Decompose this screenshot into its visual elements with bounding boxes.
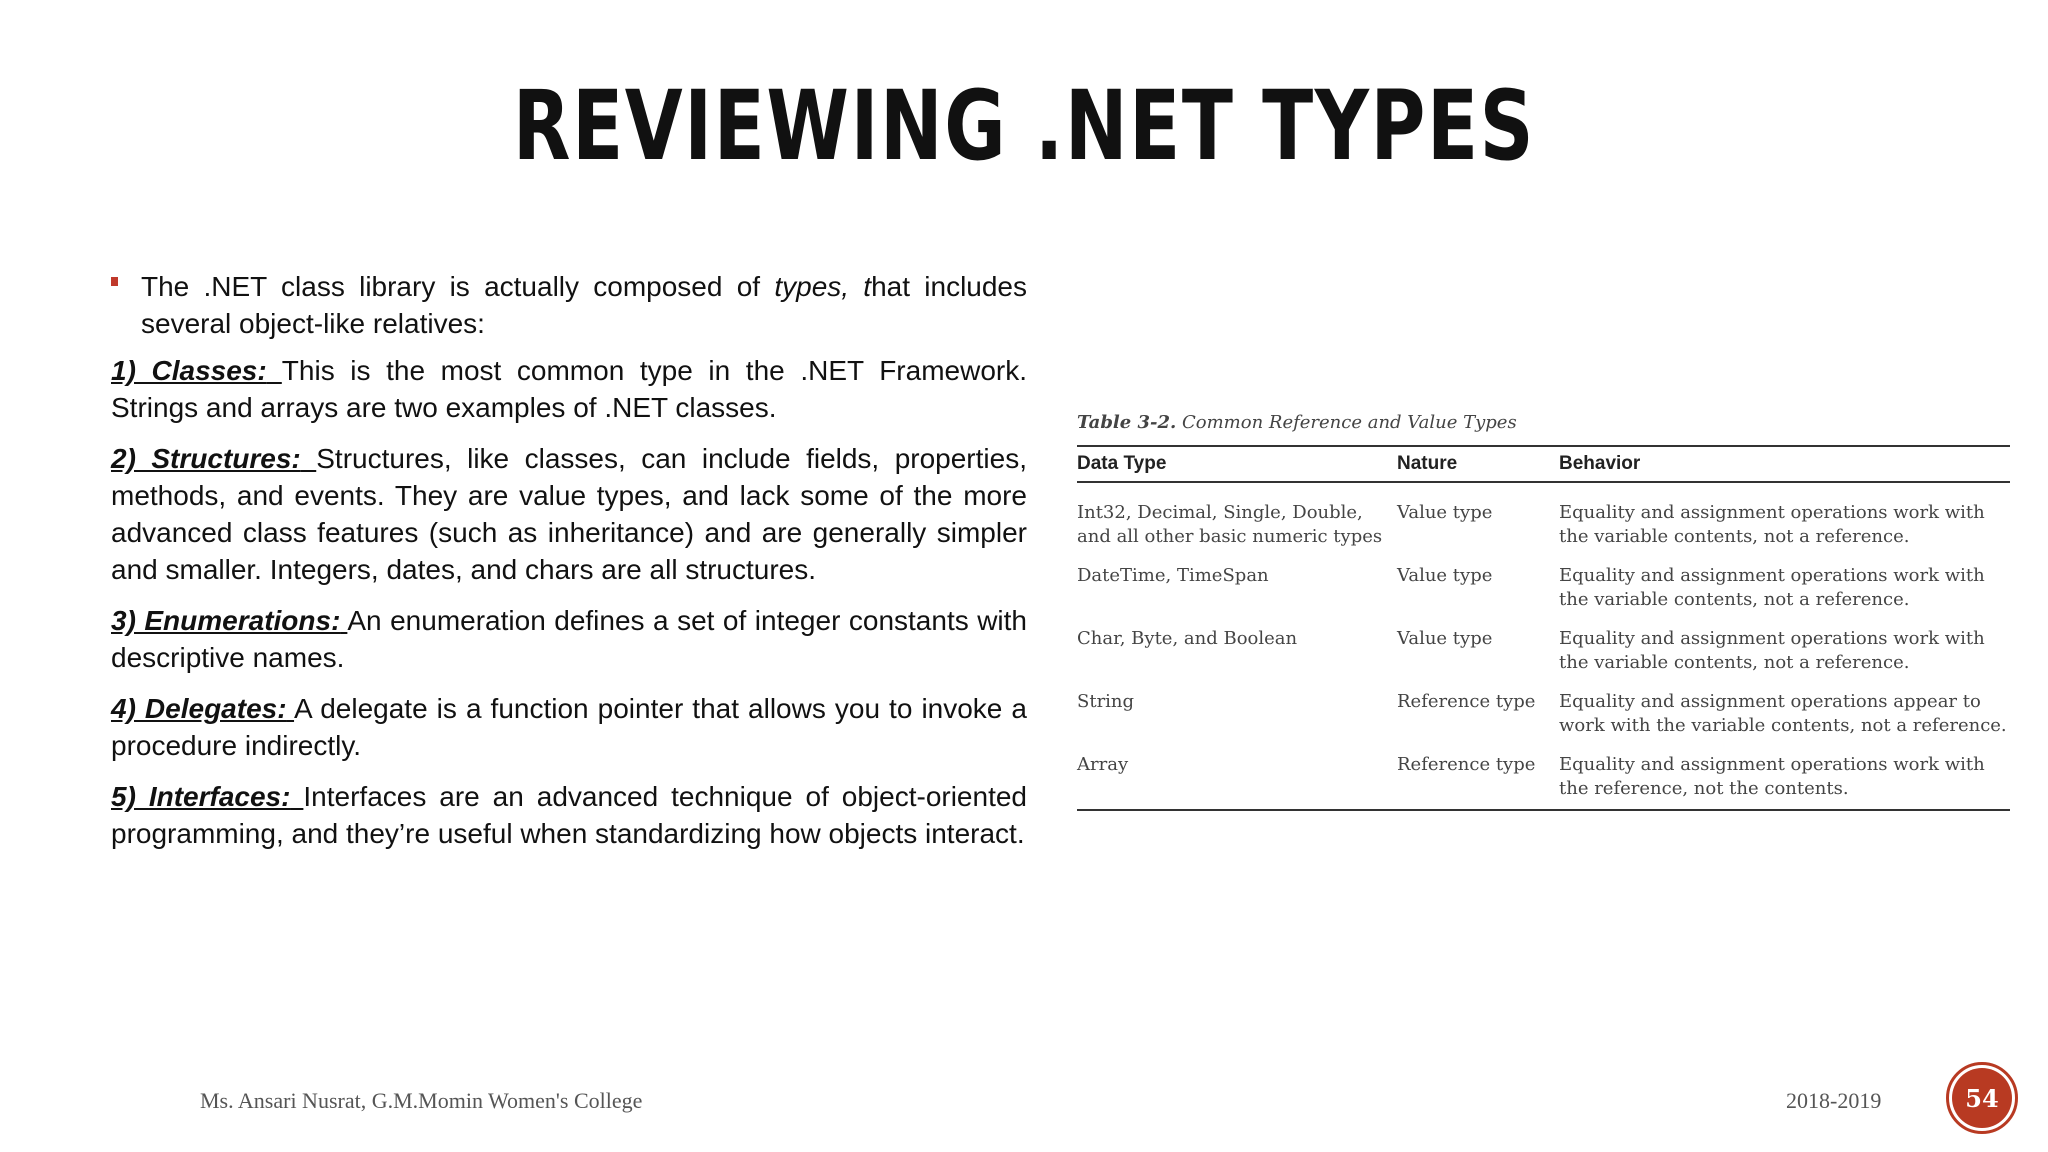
table-caption-number: Table 3-2. — [1077, 412, 1177, 433]
page-number-badge — [1946, 1062, 2018, 1134]
item-term: 5) Interfaces: — [111, 781, 291, 812]
cell-data-type: Array — [1077, 740, 1397, 810]
intro-paragraph — [111, 268, 1027, 342]
type-item-interfaces — [111, 778, 1027, 852]
type-item-delegates — [111, 690, 1027, 764]
item-text: This is the most common type in the .NET Framework. Strings and arrays are two examples of .NET classes. — [111, 355, 1027, 423]
cell-behavior: Equality and assignment operations work with the variable contents, not a reference. — [1559, 628, 1985, 673]
page-title: REVIEWING .NET TYPES — [512, 70, 1536, 182]
cell-data-type: Char, Byte, and Boolean — [1077, 628, 1298, 649]
cell-behavior: Equality and assignment operations work with the variable contents, not a reference. — [1559, 502, 1985, 547]
item-trail — [267, 355, 282, 386]
header-nature: Nature — [1397, 446, 1559, 482]
types-table — [1077, 445, 2010, 811]
type-item-enumerations — [111, 602, 1027, 676]
intro-text-before: The .NET class library is actually composed of — [141, 271, 775, 302]
table-row — [1077, 482, 2010, 551]
cell-nature: Value type — [1397, 502, 1493, 523]
table-header-row — [1077, 446, 2010, 482]
cell-data-type: DateTime, TimeSpan — [1077, 565, 1269, 586]
footer-author: Ms. Ansari Nusrat, G.M.Momin Women's College — [200, 1088, 643, 1113]
types-table-figure — [1077, 412, 2010, 811]
cell-nature: Value type — [1397, 628, 1493, 649]
cell-nature: Value type — [1397, 565, 1493, 586]
item-term: 4) Delegates: — [111, 693, 287, 724]
cell-data-type: String — [1077, 691, 1135, 712]
cell-nature: Reference type — [1397, 740, 1559, 810]
slide-content — [111, 268, 1027, 866]
table-row — [1077, 740, 2010, 810]
item-text: Structures, like classes, can include fields, properties, methods, and events. They are value types, and lack some of the more advanced class features (such as inheritance) and are generally simpler and smaller. Integers, dates, and chars are all structures. — [111, 443, 1027, 585]
bullet-icon — [111, 277, 118, 286]
item-text: An enumeration defines a set of integer constants with descriptive names. — [111, 605, 1028, 673]
footer-year: 2018-2019 — [1786, 1088, 1882, 1113]
type-item-structures — [111, 440, 1027, 588]
cell-behavior: Equality and assignment operations appear to work with the variable contents, not a reference. — [1559, 691, 2007, 736]
table-row — [1077, 614, 2010, 677]
page-number: 54 — [1952, 1068, 2012, 1128]
item-term: 3) Enumerations: — [111, 605, 341, 636]
header-data-type: Data Type — [1077, 446, 1397, 482]
header-behavior: Behavior — [1559, 446, 2010, 482]
intro-text-after: hat includes several object-like relatives: — [141, 271, 1028, 339]
intro-emphasis: types, t — [774, 271, 872, 302]
table-row — [1077, 551, 2010, 614]
table-row — [1077, 677, 2010, 740]
item-term: 2) Structures: — [111, 443, 301, 474]
item-trail — [287, 693, 295, 724]
item-term: 1) Classes: — [111, 355, 267, 386]
cell-behavior: Equality and assignment operations work with the reference, not the contents. — [1559, 740, 2010, 810]
item-text: Interfaces are an advanced technique of object-oriented programming, and they’re useful when standardizing how objects interact. — [111, 781, 1028, 849]
cell-behavior: Equality and assignment operations work with the variable contents, not a reference. — [1559, 565, 1985, 610]
table-caption — [1077, 412, 2010, 433]
type-item-classes — [111, 352, 1027, 426]
table-caption-text: Common Reference and Value Types — [1182, 412, 1517, 433]
cell-nature: Reference type — [1397, 691, 1536, 712]
item-trail — [301, 443, 316, 474]
cell-data-type: Int32, Decimal, Single, Double, and all other basic numeric types — [1077, 502, 1383, 547]
item-trail — [290, 781, 303, 812]
item-text: A delegate is a function pointer that allows you to invoke a procedure indirectly. — [111, 693, 1027, 761]
